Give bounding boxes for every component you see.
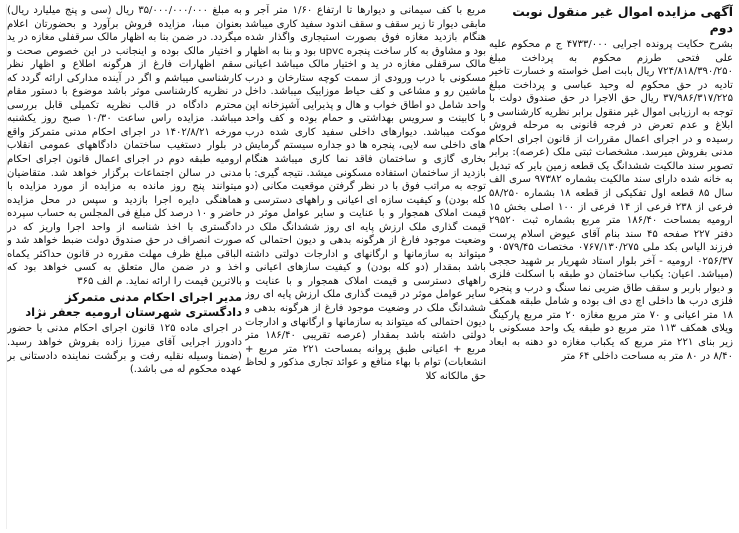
notice-body-right: بشرح حکایت پرونده اجرایی ۴۷۳۳/۰۰۰ ج م محکوم علیه علی فتحی طرزم محکوم به پرداخت مبلغ ۷۲۴/۸۱۸/۳۹۰/۲۵۰ ریال بابت اصل خواسته و خسارت تاخیر تادیه در حق محکوم له وحید عباسی و پرداخت مبلغ ۳۷/۹۸۶/۳۱۷/۲۲۵ ریال حق الاجرا در حق صندوق دولت با توجه به ارزیابی اموال غیر منقول برابر نظریه کارشناسی و ابلاغ و عدم تعرض در فرجه قانونی به مرحله فروش رسیده و در اجرای اعمال مقررات از قانون اجرای احکام مدنی بفروش میرسد. مشخصات ثبتی ملک (عرصه): برابر تصویر سند مالکیت ششدانگ یک قطعه زمین بایر که تبدیل به خانه شده دارای سند مالکیت بشماره ۹۷۳۸۲ سری الف سال ۸۵ قطعه اول تفکیکی از قطعه ۱۸ بشماره ۵۸/۲۵۰ فرعی از ۲۳۸ فرعی از ۱۴ فرعی از ۱۰۰ اصلی بخش ۱۵ ارومیه بمساحت ۱۸۶/۴۰ متر مربع بشماره ثبت ۲۹۵۲۰ دفتر ۲۲۷ صفحه ۴۵ سند بنام آقای عیوض اسلام پرست فرزند الیاس بکد ملی ۰۷۶۷/۱۳۰/۲۷۵ مختصات ۰۵۷۹/۴۵ و ۰۲۵۶/۳۷ ارومیه - آخر بلوار استاد شهریار بر شهید حججی (میباشد. اعیان: یکباب ساختمان دو طبقه با اسکلت فلزی و دیوار باربر و سقف طاق ضربی نما سنگ و درب و پنجره فلزی درب ها داخلی اچ دی اف بوده و شامل طبقه همکف ۱۸ متر اعیانی و ۷۰ متر مربع مغازه ۲۰ متر مربع پارکینگ ویلای همکف ۱۱۳ متر مربع دو طبقه یک واحد مسکونی با زیر بنای ۲۲۱ متر مربع که یکباب مغازه دو دهنه به ابعاد ۸/۴۰ در ۸۰ متر به مساحت داخلی ۶۴ متر xyxy=(489,39,733,362)
notice-body-left: به مبلغ ۳۵/۰۰۰/۰۰۰/۰۰۰ ریال (سی و پنج میلیارد ریال) بعنوان مبنا، مزایده فروش برآورد و بحضورتان اعلام میگردد. در ضمن بنا به اظهار مالک سرقفلی مغازه در ید و اختیار مالک بوده و اینجانب در این خصوص صحت و سقم اظهارات فارغ از هرگونه اطلاع و اظهار نظر کارشناسی میباشم و اگر در آینده مدارکی ارائه گردد که در نظریه کارشناسی موثر باشد موضوع با دستور مقام محترم دادگاه در قالب نظریه تکمیلی قابل بررسی میباشد. مزایده راس ساعت ۱۰/۳۰ صبح روز یکشنبه مورخه ۱۴۰۲/۸/۲۱ در اجرای احکام مدنی متمرکز واقع در بلوار دستغیب ساختمان دادگاههای عمومی انقلاب ارومیه طبقه دوم در اجرای اعمال قانون اجرای احکام مدنی در سالن اجتماعات برگزار خواهد شد. متقاضیان میتوانند پنج روز مانده به مزایده از مورد مزایده با هماهنگی دایره اجرا بازدید و سپس در محل مزایده حاضر و ۱۰ درصد کل مبلغ فی المجلس به حساب سپرده دادگستری با اخذ شناسه از واحد اجرا واریز که در صورت انصراف در حق صندوق دولت ضبط خواهد شد و الباقی مبلغ ظرف مهلت مقرره در قانون حداکثر یکماه اخذ و در ضمن مال متعلق به کسی خواهد بود که بالاترین قیمت را ارائه نماید. م الف ۳۶۵ xyxy=(7,5,242,287)
notice-footer: در اجرای ماده ۱۲۵ قانون اجرای احکام مدنی با حضور دادورز اجرایی آقای میرزا زاده بفروش خواهد رسید. (ضمنا وسیله نقلیه رفت و برگشت نماینده دادستانی بر عهده محکوم له می باشد.) xyxy=(7,323,242,376)
signature: مدیر اجرای احکام مدنی متمرکز دادگستری شهرستان ارومیه جعفر نژاد xyxy=(25,290,242,320)
right-column xyxy=(489,4,733,529)
left-column xyxy=(6,4,242,529)
middle-column xyxy=(245,4,486,529)
notice-body-middle: مربع با کف سیمانی و دیوارها تا ارتفاع ۱/۶۰ متر آجر و مابقی دیوار تا زیر سقف و سقف اندود سفید کاری میباشد هنگام بازدید مغازه فوق بصورت استیجاری واگذار شده بود و مشاوق به کار ساخت پنجره upvc بود و بنا به اظهار مالک سرقفلی مغازه در ید و اختیار مالک میباشد اعیانی مسکونی با درب ورودی از سمت کوچه ستارخان و درب ماشین رو و مشاعی و کف حیاط موزاییک میباشد. داخل واحد شامل دو اطاق خواب و هال و پذیرایی آشپزخانه اپن با کابینت و سرویس بهداشتی و حمام بوده و کف واحد موکت میباشد. دیوارهای داخلی سفید کاری شده درب های داخلی سه لایی، پنجره ها دو جداره سیستم گرمایش بخاری گازی و ساختمان فاقد نما کاری میباشد هنگام بازدید از ساختمان استفاده مسکونی میشد. نتیجه گیری: با توجه به مراتب فوق با در نظر گرفتن موقعیت مکانی (دو کله بودن) و کیفیت سازه ای اعیانی و راههای دسترسی و قیمت املاک همجوار و با عنایت و سایر عوامل موثر در قیمت گذاری ملک ارزش پایه ای روز ششدانگ ملک در وضعیت موجود فارغ از هرگونه بدهی و دیون احتمالی که میتواند به سازمانها و ارگانهای و ادارجات دولتی داشته باشد بمقدار (دو کله بودن) و کیفیت سازهای اعیانی و راههای دسترسی و قیمت املاک همجوار و با عنایت و سایر عوامل موثر در قیمت گذاری ملک ارزش پایه ای روز ششدانگ ملک در وضعیت موجود فارغ از هرگونه بدهی و دیون احتمالی که میتواند به سازمانها و ارگانهای و ادارجات دولتی داشته باشد بمقدار (عرصه تقریبی ۱۸۶/۴۰ متر مربع + اعیانی طبق پروانه بمساحت ۲۲۱ متر مربع + انشعابات) توام با بهاء منافع و عوائد تجاری مذکور و لحاظ حق مالکانه کلا xyxy=(245,5,486,382)
notice-title: آگهی مزایده اموال غیر منقول نوبت دوم xyxy=(512,4,733,35)
